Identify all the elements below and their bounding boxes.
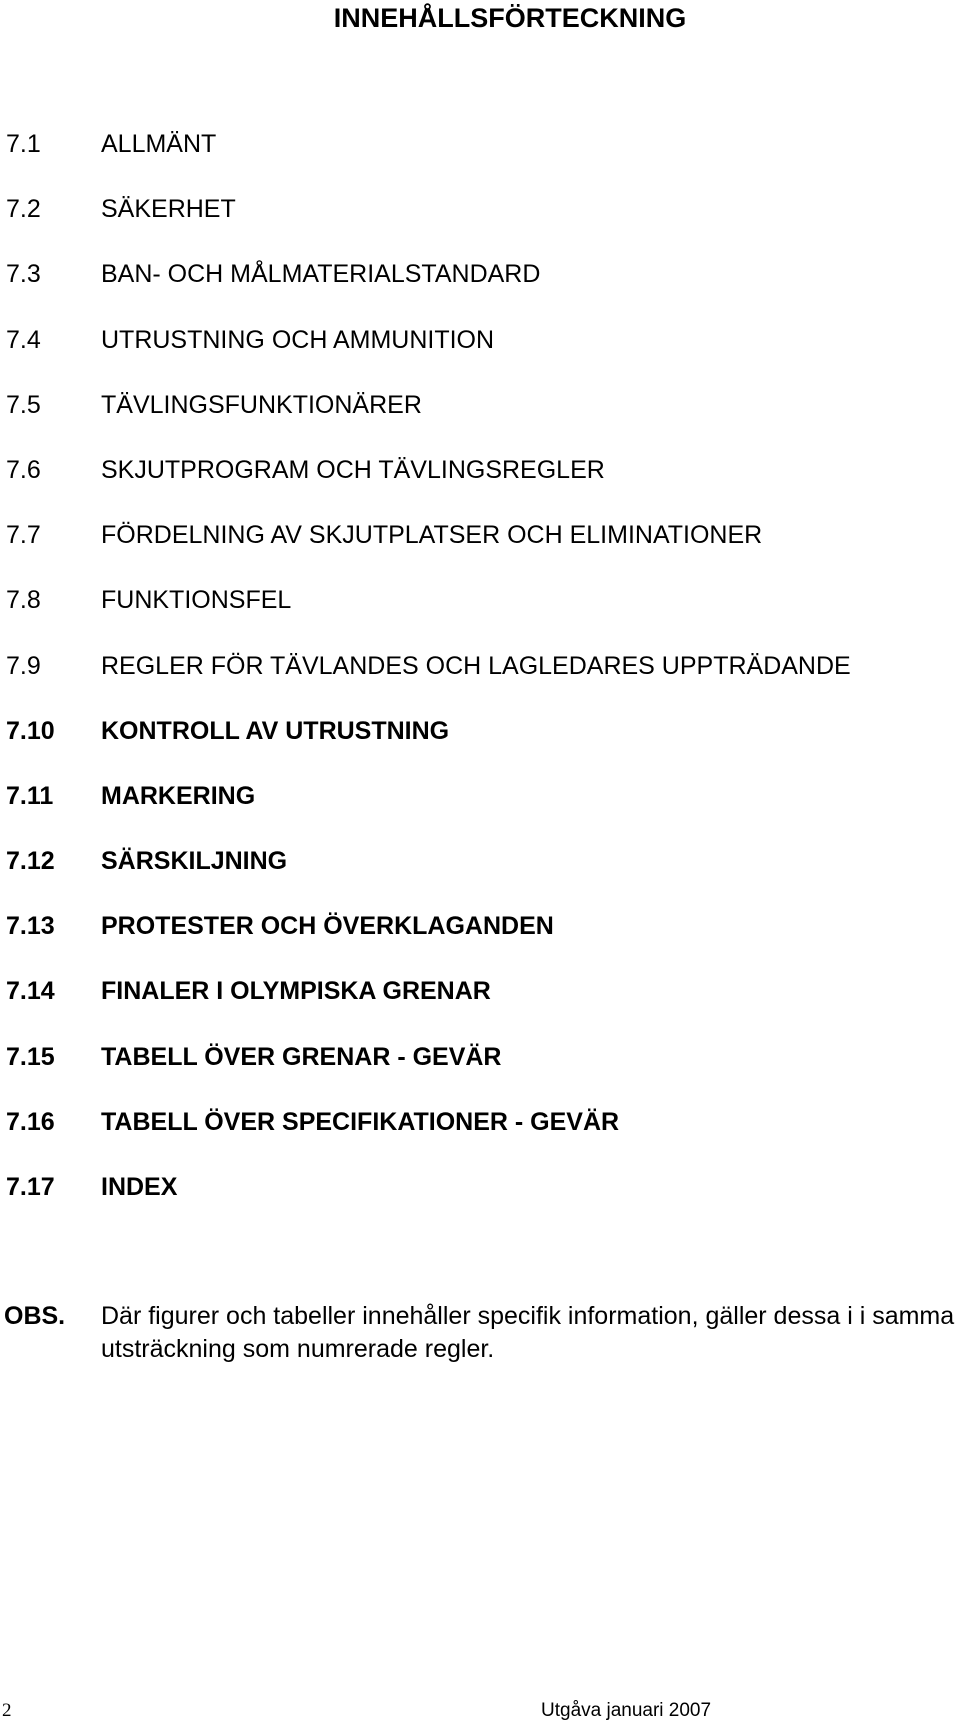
toc-entry-title: SKJUTPROGRAM OCH TÄVLINGSREGLER: [101, 455, 605, 484]
toc-entry: [0, 130, 960, 195]
toc-entry: [0, 521, 960, 586]
toc-entry-number: 7.11: [6, 781, 54, 810]
toc-entry-title: FÖRDELNING AV SKJUTPLATSER OCH ELIMINATIONER: [101, 521, 763, 550]
toc-entry-title: MARKERING: [101, 781, 256, 810]
toc-entry-title: TABELL ÖVER SPECIFIKATIONER - GEVÄR: [101, 1107, 620, 1136]
toc-entry-title: SÄKERHET: [101, 195, 236, 224]
toc-entry-number: 7.16: [6, 1107, 55, 1136]
toc-entry: [0, 1043, 960, 1108]
toc-entry-title: TABELL ÖVER GRENAR - GEVÄR: [101, 1042, 502, 1071]
toc-entry-title: FINALER I OLYMPISKA GRENAR: [101, 977, 491, 1006]
note-text: Där figurer och tabeller innehåller specifik information, gäller dessa i i samma utsträckning som numrerade regler.: [101, 1302, 955, 1363]
toc-entry: [0, 717, 960, 782]
toc-entry: [0, 652, 960, 717]
toc-entry: [0, 195, 960, 260]
toc-entry-title: FUNKTIONSFEL: [101, 586, 292, 615]
toc-entry: [0, 326, 960, 391]
toc-entry: [0, 456, 960, 521]
toc-entry-number: 7.12: [6, 847, 55, 876]
toc-entry-number: 7.5: [6, 390, 41, 419]
toc-entry-number: 7.1: [6, 130, 41, 158]
toc-entry-number: 7.7: [6, 521, 41, 550]
toc-entry: [0, 847, 960, 912]
toc-entry-number: 7.4: [6, 325, 41, 354]
toc-entry-number: 7.15: [6, 1042, 55, 1071]
page-title: INNEHÅLLSFÖRTECKNING: [333, 3, 687, 33]
toc-entry: [0, 977, 960, 1042]
toc-entry: [0, 1108, 960, 1173]
toc-entry: [0, 391, 960, 456]
toc-entry-title: SÄRSKILJNING: [101, 847, 288, 876]
toc-entry-title: BAN- OCH MÅLMATERIALSTANDARD: [101, 260, 541, 289]
table-of-contents: [0, 130, 960, 1238]
toc-entry-number: 7.8: [6, 586, 41, 615]
toc-entry-number: 7.14: [6, 977, 55, 1006]
edition-label: Utgåva januari 2007: [541, 1700, 712, 1721]
toc-entry: [0, 1173, 960, 1238]
toc-entry-number: 7.13: [6, 912, 55, 941]
toc-entry-number: 7.10: [6, 716, 55, 745]
toc-entry-number: 7.3: [6, 260, 41, 289]
toc-entry: [0, 912, 960, 977]
toc-entry-title: KONTROLL AV UTRUSTNING: [101, 716, 450, 745]
toc-entry-number: 7.17: [6, 1173, 55, 1201]
toc-entry-number: 7.6: [6, 455, 41, 484]
toc-entry-title: UTRUSTNING OCH AMMUNITION: [101, 325, 495, 354]
toc-entry-title: TÄVLINGSFUNKTIONÄRER: [101, 390, 422, 419]
toc-entry-title: PROTESTER OCH ÖVERKLAGANDEN: [101, 912, 554, 941]
page-number: 2: [2, 1700, 12, 1721]
toc-entry: [0, 782, 960, 847]
toc-entry-number: 7.9: [6, 651, 41, 680]
toc-entry-title: REGLER FÖR TÄVLANDES OCH LAGLEDARES UPPTRÄDANDE: [101, 651, 851, 680]
note-label: OBS.: [4, 1302, 66, 1330]
toc-entry-title: INDEX: [101, 1173, 178, 1201]
toc-entry: [0, 260, 960, 325]
toc-entry: [0, 586, 960, 651]
toc-entry-title: ALLMÄNT: [101, 130, 217, 158]
toc-entry-number: 7.2: [6, 195, 41, 224]
